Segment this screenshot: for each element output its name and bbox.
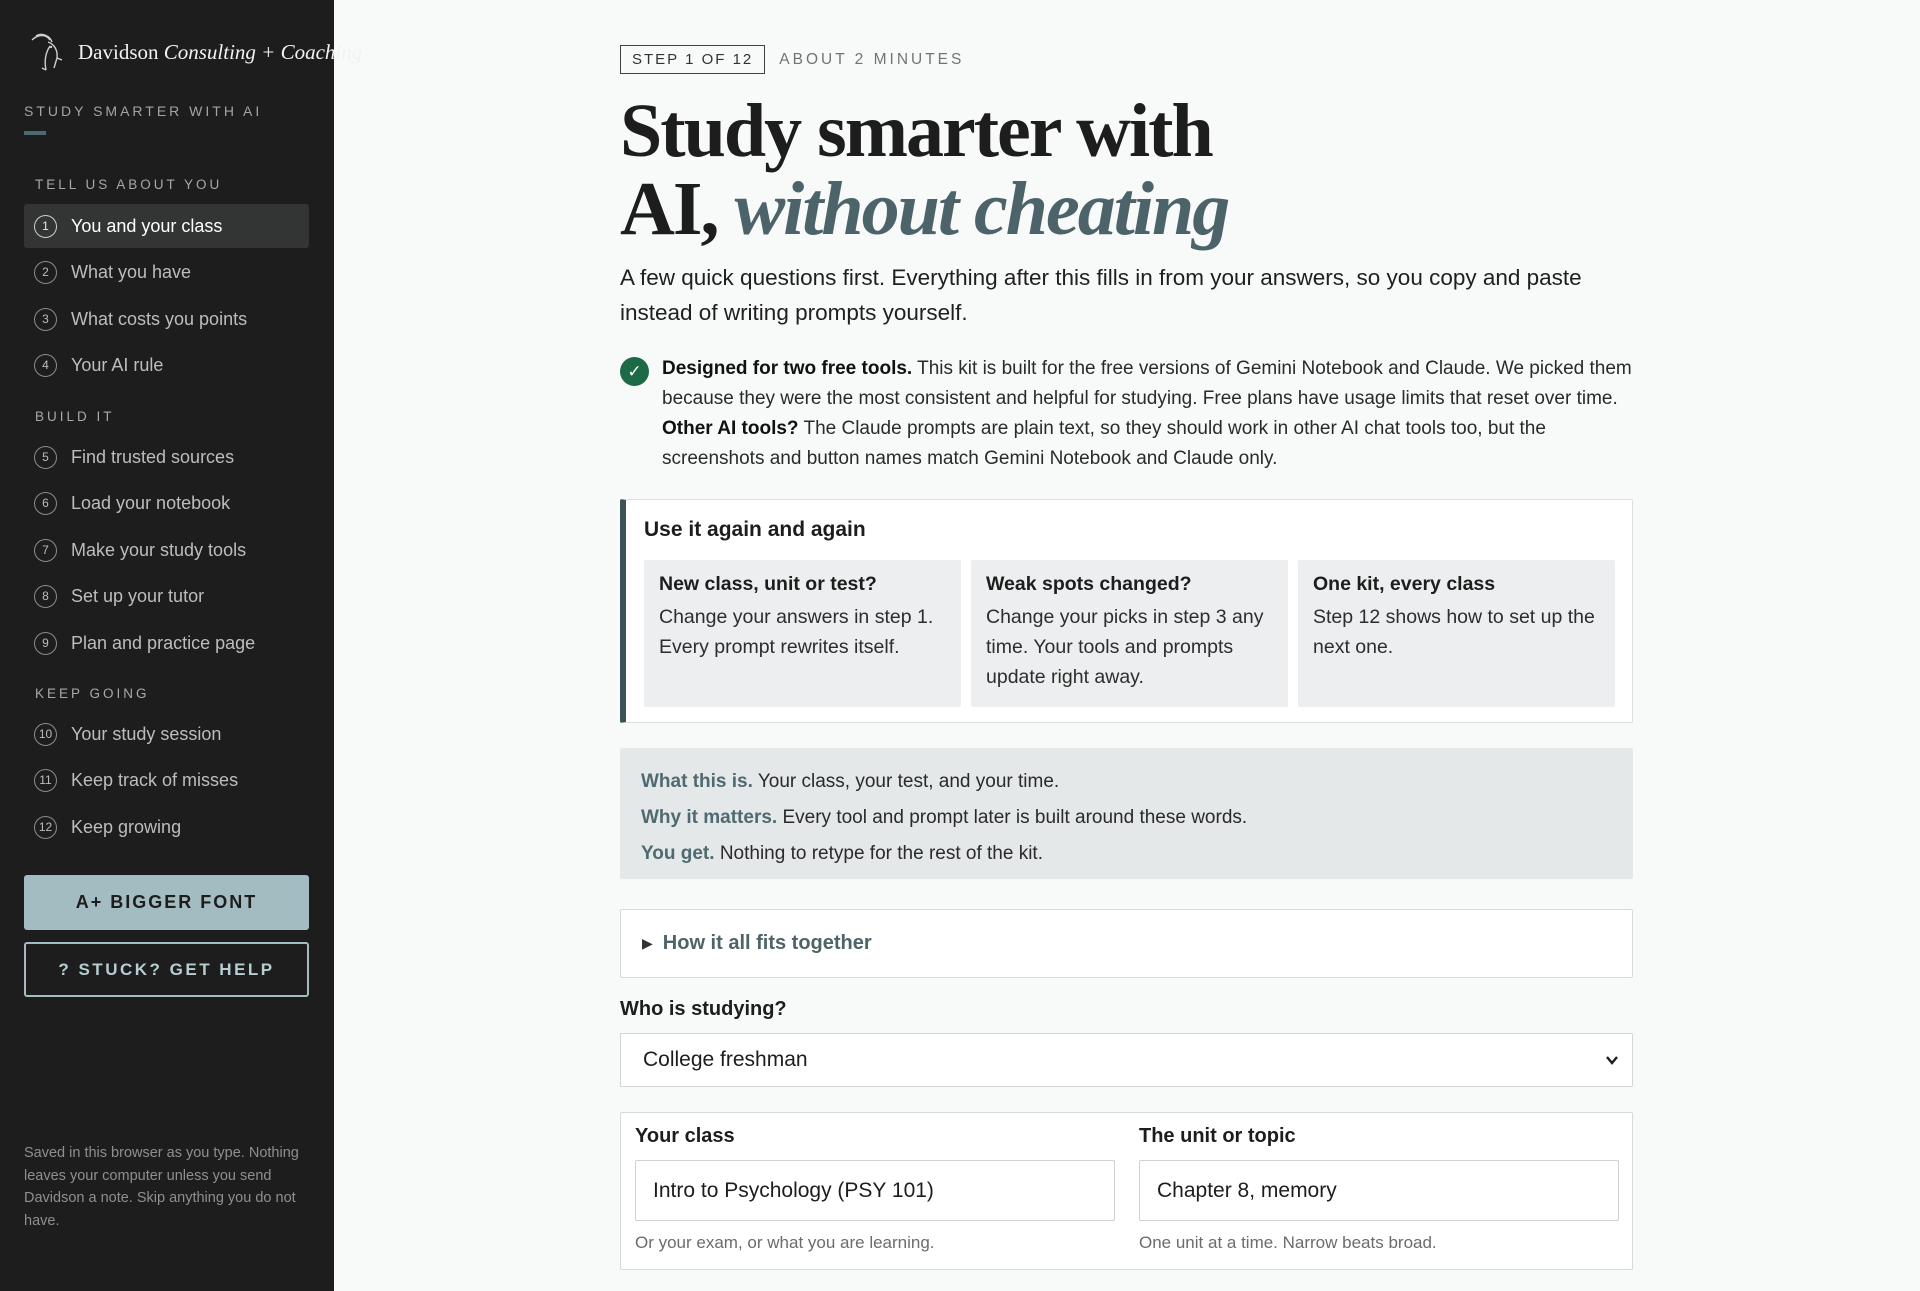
tip-card-body: Change your picks in step 3 any time. Your tools and prompts update right away. <box>986 606 1264 688</box>
bigger-font-button[interactable]: A+ BIGGER FONT <box>24 875 309 930</box>
notice-text: Designed for two free tools. This kit is built for the free versions of Gemini Notebook and Claude. We picked them because they were the most consistent and helpful for studying. Free plans have usage limits that reset over time. Other AI tools? The Claude prompts are plain text, so they should work in other AI chat tools too, but the screenshots and button names match Gemini Notebook and Claude only. <box>662 358 1632 469</box>
sidebar-kicker: STUDY SMARTER WITH AI <box>24 103 263 119</box>
what-line: What this is. Your class, your test, and your time. <box>641 771 1060 792</box>
sidebar-item-label: Find trusted sources <box>71 446 235 467</box>
sidebar-item-your-study-session[interactable] <box>24 712 309 756</box>
page-title <box>620 89 1229 251</box>
unit-input[interactable]: Chapter 8, memory <box>1139 1160 1619 1221</box>
title-emphasis: without cheating <box>734 167 1229 251</box>
tip-card-title: One kit, every class <box>1313 573 1496 595</box>
sidebar-item-label: Set up your tutor <box>71 585 205 606</box>
sidebar-item-your-ai-rule[interactable] <box>24 343 309 387</box>
step-number-badge: 2 <box>34 261 57 284</box>
use-again-title: Use it again and again <box>644 518 866 541</box>
sidebar-item-label: Make your study tools <box>71 539 247 560</box>
step-number-badge: 10 <box>34 723 57 746</box>
sidebar-item-what-you-have[interactable] <box>24 250 309 294</box>
intro-paragraph: A few quick questions first. Everything after this fills in from your answers, so you copy and paste instead of writing prompts yourself. <box>620 265 1582 325</box>
tip-card-one-kit <box>1298 560 1615 707</box>
class-field-label: Your class <box>635 1125 735 1147</box>
sidebar-item-label: Keep growing <box>71 816 182 837</box>
title-line-1: Study smarter with <box>620 89 1212 173</box>
sidebar-item-label: You and your class <box>71 215 223 236</box>
unit-field-hint: One unit at a time. Narrow beats broad. <box>1139 1233 1437 1252</box>
section-label-build: BUILD IT <box>35 409 115 424</box>
unit-field-group <box>1139 1125 1619 1253</box>
sidebar-item-label: Your study session <box>71 723 222 744</box>
who-studying-label: Who is studying? <box>620 998 787 1020</box>
unit-field-label: The unit or topic <box>1139 1125 1296 1147</box>
duration-label: ABOUT 2 MINUTES <box>779 50 965 68</box>
sidebar <box>0 0 363 1291</box>
brand[interactable] <box>24 30 362 74</box>
sidebar-item-what-costs-you-points[interactable] <box>24 297 309 341</box>
sidebar-item-keep-track-of-misses[interactable] <box>24 758 309 802</box>
select-value: College freshman <box>643 1048 808 1071</box>
why-line: Why it matters. Every tool and prompt later is built around these words. <box>641 807 1248 828</box>
section-label-about: TELL US ABOUT YOU <box>35 177 223 192</box>
class-topic-fields <box>620 1112 1633 1270</box>
step-number-badge: 5 <box>34 446 57 469</box>
sidebar-item-find-trusted-sources[interactable] <box>24 435 309 479</box>
brand-name: Davidson Consulting + Coaching <box>78 39 363 64</box>
tip-card-title: Weak spots changed? <box>986 573 1192 595</box>
use-again-panel <box>620 499 1633 723</box>
kicker-divider <box>24 131 46 135</box>
sidebar-item-load-your-notebook[interactable] <box>24 481 309 525</box>
sidebar-item-label: Load your notebook <box>71 492 231 513</box>
step-number-badge: 12 <box>34 816 57 839</box>
step-number-badge: 3 <box>34 308 57 331</box>
step-header <box>620 45 964 74</box>
step-number-badge: 11 <box>34 769 57 792</box>
get-help-button[interactable]: ? STUCK? GET HELP <box>24 942 309 997</box>
step-number-badge: 1 <box>34 215 57 238</box>
triangle-right-icon: ▶ <box>642 935 653 951</box>
step-badge: STEP 1 OF 12 <box>620 45 765 74</box>
class-field-hint: Or your exam, or what you are learning. <box>635 1233 935 1252</box>
who-studying-select[interactable] <box>620 1033 1633 1087</box>
tools-notice <box>620 354 1634 474</box>
tip-card-weak-spots <box>971 560 1288 707</box>
tip-card-title: New class, unit or test? <box>659 573 877 595</box>
class-input[interactable]: Intro to Psychology (PSY 101) <box>635 1160 1115 1221</box>
sidebar-item-label: Plan and practice page <box>71 632 256 653</box>
sidebar-item-keep-growing[interactable] <box>24 805 309 849</box>
sidebar-item-plan-and-practice-page[interactable] <box>24 621 309 665</box>
sidebar-item-set-up-your-tutor[interactable] <box>24 574 309 618</box>
sidebar-item-make-your-study-tools[interactable] <box>24 528 309 572</box>
goat-logo-icon <box>24 30 68 74</box>
checkmark-icon: ✓ <box>620 357 649 386</box>
section-label-keep-going: KEEP GOING <box>35 686 150 701</box>
what-this-is-panel <box>620 748 1633 879</box>
you-get-line: You get. Nothing to retype for the rest of the kit. <box>641 843 1043 864</box>
step-number-badge: 9 <box>34 632 57 655</box>
title-line-2: AI, <box>620 167 735 251</box>
how-it-fits-disclosure[interactable] <box>620 909 1633 978</box>
step-number-badge: 7 <box>34 539 57 562</box>
sidebar-item-label: What you have <box>71 261 192 282</box>
disclosure-label: How it all fits together <box>662 932 872 954</box>
class-field-group <box>635 1125 1115 1253</box>
privacy-note: Saved in this browser as you type. Nothing leaves your computer unless you send Davidson a note. Skip anything you do not have. <box>24 1145 299 1229</box>
sidebar-item-label: Your AI rule <box>71 354 164 375</box>
sidebar-item-label: What costs you points <box>71 308 248 329</box>
step-number-badge: 8 <box>34 585 57 608</box>
step-number-badge: 4 <box>34 354 57 377</box>
chevron-down-icon <box>1602 1050 1622 1070</box>
tip-card-new-class <box>644 560 961 707</box>
tip-card-body: Change your answers in step 1. Every prompt rewrites itself. <box>659 606 934 658</box>
step-number-badge: 6 <box>34 492 57 515</box>
tip-card-body: Step 12 shows how to set up the next one. <box>1313 606 1595 658</box>
sidebar-item-you-and-your-class[interactable] <box>24 204 309 248</box>
sidebar-item-label: Keep track of misses <box>71 769 239 790</box>
